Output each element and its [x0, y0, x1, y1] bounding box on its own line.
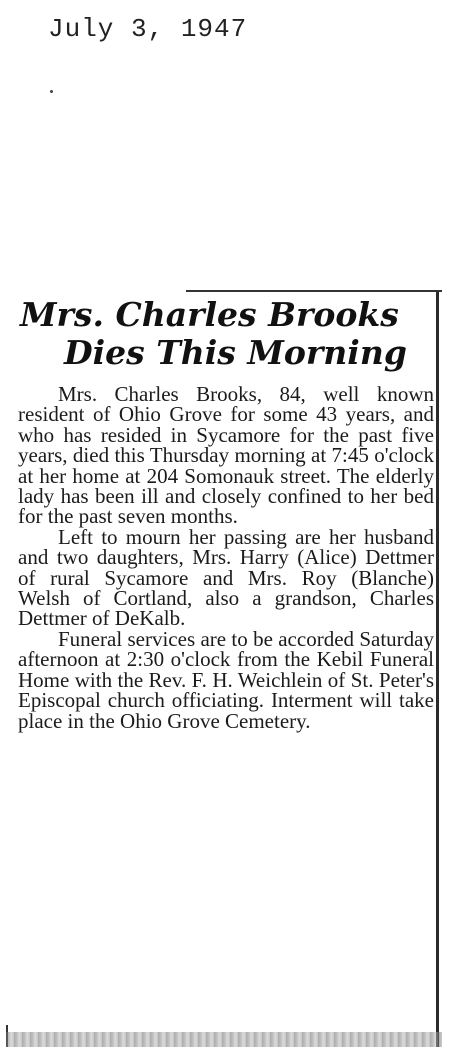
clipping-right-rule	[436, 292, 439, 1047]
ink-speck	[50, 90, 53, 93]
article-paragraph-2: Left to mourn her passing are her husband and two daughters, Mrs. Harry (Alice) Dettmer of rural Sycamore and Mrs. Roy (Blanche) Welsh of Cortland, also a grandson, Charles Dettmer of DeKalb.	[18, 524, 434, 631]
article-body	[18, 384, 434, 731]
headline	[20, 296, 434, 372]
headline-line-1: Mrs. Charles Brooks	[20, 295, 399, 334]
article-paragraph-3: Funeral services are to be accorded Saturday afternoon at 2:30 o'clock from the Kebil Funeral Home with the Rev. F. H. Weichlein of St. Peter's Episcopal church officiating. Interment will take place in the Ohio Grove Cemetery.	[18, 626, 434, 733]
clipping-bottom-edge	[6, 1032, 442, 1047]
newspaper-clipping	[6, 290, 442, 1047]
typed-date: July 3, 1947	[48, 14, 248, 44]
clipping-top-rule	[186, 290, 442, 292]
headline-line-2: Dies This Morning	[64, 333, 407, 372]
article-paragraph-1: Mrs. Charles Brooks, 84, well known resident of Ohio Grove for some 43 years, and who has resided in Sycamore for the past five years, died this Thursday morning at 7:45 o'clock at her home at 204 Somonauk street. The elderly lady has been ill and closely confined to her bed for the past seven months.	[18, 382, 434, 529]
